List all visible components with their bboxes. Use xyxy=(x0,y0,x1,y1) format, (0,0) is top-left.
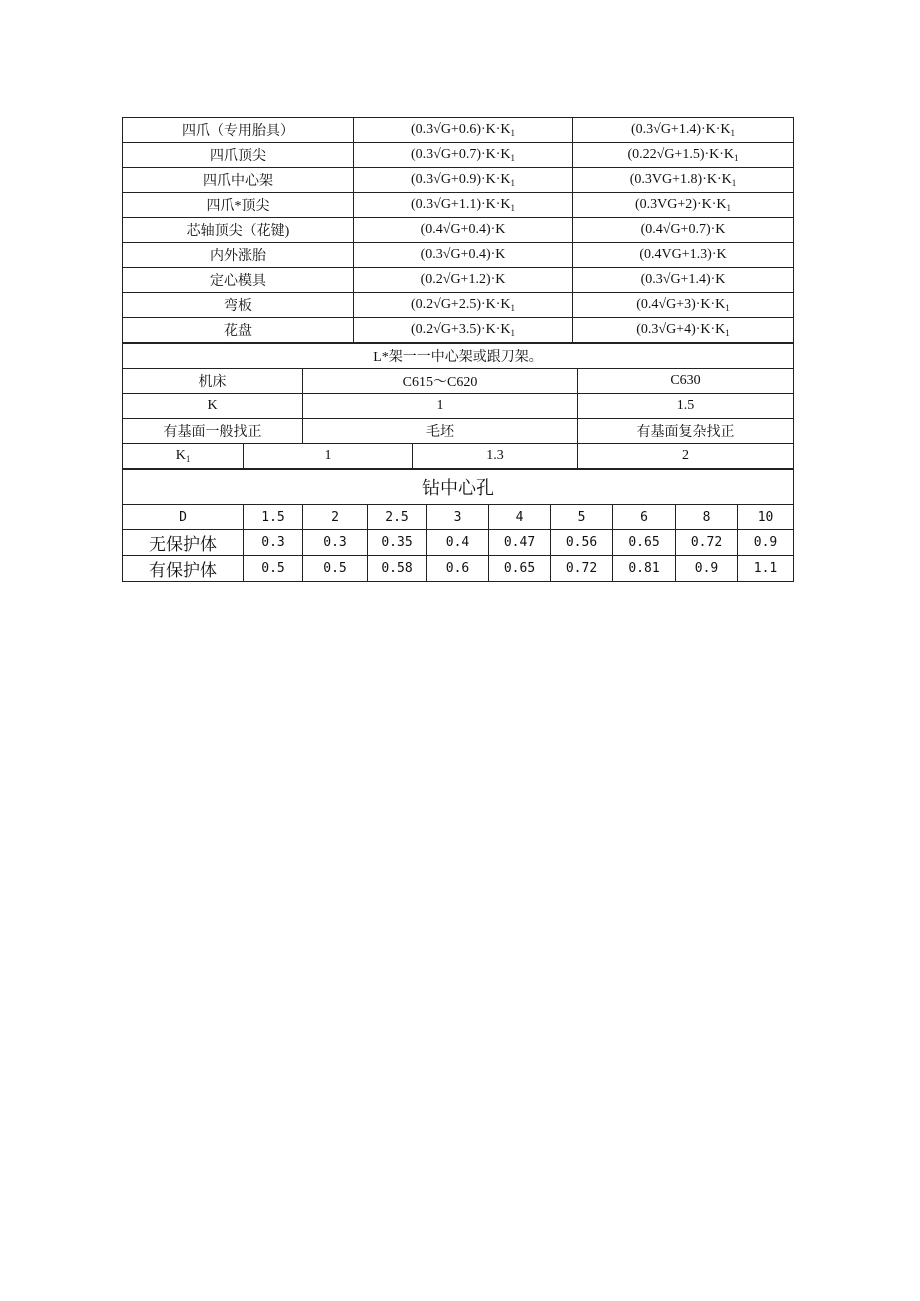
machine-c615: C615～C620 xyxy=(303,369,578,394)
d-value: 8 xyxy=(676,505,738,530)
fixture-formula-col2: (0.4√G+0.7)·K xyxy=(573,218,794,243)
drill-row-with-guard xyxy=(123,556,794,582)
drill-value: 0.9 xyxy=(676,556,738,582)
machine-header-row xyxy=(123,369,794,394)
note-text: L*架一一中心架或跟刀架。 xyxy=(123,344,794,369)
drill-row-label: 无保护体 xyxy=(123,530,244,556)
drill-value: 0.65 xyxy=(489,556,551,582)
drill-row-label: 有保护体 xyxy=(123,556,244,582)
d-label: D xyxy=(123,505,244,530)
fixture-name: 芯轴顶尖（花键) xyxy=(123,218,354,243)
d-value: 1.5 xyxy=(244,505,303,530)
machine-table xyxy=(122,343,794,469)
fixture-formula-col2: $(0.3√G+4)\cdot K\cdot K_1$ xyxy=(573,318,794,343)
k1-row xyxy=(123,444,794,469)
k1-value-3: 2 xyxy=(578,444,794,469)
d-value: 2.5 xyxy=(368,505,427,530)
drill-value: 0.72 xyxy=(551,556,613,582)
fixture-formula-col1: $(0.2√G+2.5)\cdot K\cdot K_1$ xyxy=(354,293,573,318)
fixture-row xyxy=(123,243,794,268)
d-value: 6 xyxy=(613,505,676,530)
drill-value: 0.6 xyxy=(427,556,489,582)
fixture-row xyxy=(123,143,794,168)
fixture-name: 四爪顶尖 xyxy=(123,143,354,168)
fixture-formula-col1: (0.3√G+0.4)·K xyxy=(354,243,573,268)
fixture-row xyxy=(123,218,794,243)
k1-value-2: 1.3 xyxy=(413,444,578,469)
drill-value: 0.5 xyxy=(303,556,368,582)
fixture-formula-col1: $(0.3√G+1.1)\cdot K\cdot K_1$ xyxy=(354,193,573,218)
drill-value: 0.58 xyxy=(368,556,427,582)
fixture-formula-col1: (0.2√G+1.2)·K xyxy=(354,268,573,293)
fixture-formula-col2: $(0.4√G+3)\cdot K\cdot K_1$ xyxy=(573,293,794,318)
fixture-name: 四爪*顶尖 xyxy=(123,193,354,218)
fixture-name: 内外涨胎 xyxy=(123,243,354,268)
fixture-name: 四爪（专用胎具） xyxy=(123,118,354,143)
drill-value: 0.72 xyxy=(676,530,738,556)
allowance-table xyxy=(122,117,793,582)
drill-title: 钻中心孔 xyxy=(123,470,794,505)
fixture-formula-col2: $(0.22√G+1.5)\cdot K\cdot K_1$ xyxy=(573,143,794,168)
k-row xyxy=(123,394,794,419)
machine-label: 机床 xyxy=(123,369,303,394)
k-label: K xyxy=(123,394,303,419)
fixture-formula-col1: $(0.2√G+3.5)\cdot K\cdot K_1$ xyxy=(354,318,573,343)
drill-row-no-guard xyxy=(123,530,794,556)
d-value: 2 xyxy=(303,505,368,530)
fixture-row xyxy=(123,293,794,318)
machine-c630: C630 xyxy=(578,369,794,394)
fixture-formula-col2: $(0.3√G+1.4)\cdot K\cdot K_1$ xyxy=(573,118,794,143)
k1-label: $K_1$ xyxy=(123,444,244,469)
fixture-formula-col1: $(0.3√G+0.9)\cdot K\cdot K_1$ xyxy=(354,168,573,193)
drill-value: 0.4 xyxy=(427,530,489,556)
fixture-row xyxy=(123,168,794,193)
fixture-row xyxy=(123,268,794,293)
fixture-formula-col2: $(0.3VG+2)\cdot K\cdot K_1$ xyxy=(573,193,794,218)
note-row xyxy=(123,344,794,369)
drill-value: 0.9 xyxy=(738,530,794,556)
fixture-name: 弯板 xyxy=(123,293,354,318)
d-row xyxy=(123,505,794,530)
fixture-row xyxy=(123,193,794,218)
drill-value: 0.47 xyxy=(489,530,551,556)
drill-value: 0.3 xyxy=(303,530,368,556)
drill-value: 0.81 xyxy=(613,556,676,582)
drill-title-row xyxy=(123,470,794,505)
fixture-formula-col2: (0.3√G+1.4)·K xyxy=(573,268,794,293)
fixture-name: 定心模具 xyxy=(123,268,354,293)
fixture-row xyxy=(123,118,794,143)
fixture-table xyxy=(122,117,794,343)
d-value: 5 xyxy=(551,505,613,530)
drill-value: 0.3 xyxy=(244,530,303,556)
d-value: 10 xyxy=(738,505,794,530)
condition-row xyxy=(123,419,794,444)
drill-value: 0.5 xyxy=(244,556,303,582)
drill-value: 1.1 xyxy=(738,556,794,582)
fixture-name: 花盘 xyxy=(123,318,354,343)
k-value-c630: 1.5 xyxy=(578,394,794,419)
fixture-name: 四爪中心架 xyxy=(123,168,354,193)
k1-value-1: 1 xyxy=(244,444,413,469)
d-value: 3 xyxy=(427,505,489,530)
fixture-formula-col2: (0.4VG+1.3)·K xyxy=(573,243,794,268)
drill-value: 0.56 xyxy=(551,530,613,556)
k-value-c615: 1 xyxy=(303,394,578,419)
d-value: 4 xyxy=(489,505,551,530)
cond-blank: 毛坯 xyxy=(303,419,578,444)
fixture-formula-col1: $(0.3√G+0.7)\cdot K\cdot K_1$ xyxy=(354,143,573,168)
fixture-formula-col2: $(0.3VG+1.8)\cdot K\cdot K_1$ xyxy=(573,168,794,193)
fixture-formula-col1: (0.4√G+0.4)·K xyxy=(354,218,573,243)
fixture-row xyxy=(123,318,794,343)
fixture-formula-col1: $(0.3√G+0.6)\cdot K\cdot K_1$ xyxy=(354,118,573,143)
drill-value: 0.65 xyxy=(613,530,676,556)
cond-complex: 有基面复杂找正 xyxy=(578,419,794,444)
drill-table xyxy=(122,469,794,582)
drill-value: 0.35 xyxy=(368,530,427,556)
cond-general: 有基面一般找正 xyxy=(123,419,303,444)
